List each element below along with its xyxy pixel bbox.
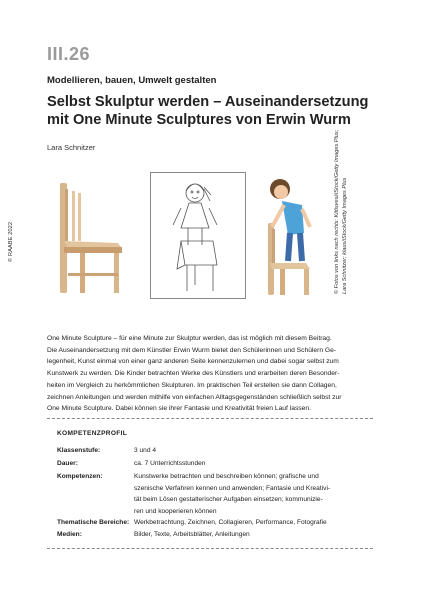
profile-value-line: szenische Verfahren kennen und anwenden; Fantasie und Kreativi- (134, 484, 331, 492)
profile-label-duration: Dauer: (57, 460, 78, 467)
profile-label-grade: Klassenstufe: (57, 447, 101, 454)
intro-paragraph (47, 333, 373, 415)
profile-value-duration (134, 458, 339, 470)
chair-photo (56, 183, 126, 293)
profile-value-topics (134, 517, 339, 529)
intro-line: Die Auseinandersetzung mit dem Künstler Erwin Wurm bietet den Schülerinnen und Schülern Ge- (47, 346, 337, 354)
copyright-note: © RAABE 2022 (8, 221, 14, 262)
profile-bottom-divider (47, 548, 373, 549)
photo-credit-line-2: Lara Schnitzer; klaus/iStock/Getty Images Plus (342, 177, 348, 294)
page-title (47, 93, 377, 129)
author-name: Lara Schnitzer (47, 143, 96, 152)
profile-top-divider (47, 418, 373, 419)
intro-line: heiten im Vergleich zu herkömmlichen Skulpturen. Im praktischen Teil erstellen sie dann Collagen, (47, 381, 337, 389)
title-line-1: Selbst Skulptur werden – Auseinandersetzung (47, 94, 369, 110)
profile-value-line: Bilder, Texte, Arbeitsblätter, Anleitungen (134, 531, 250, 538)
profile-label-media: Medien: (57, 531, 82, 538)
girl-on-chair-photo (258, 175, 320, 295)
photo-credit-line-1: © Fotos von links nach rechts: Kittisvesi/iStock/Getty Images Plus; (334, 129, 340, 294)
profile-label-topics: Thematische Bereiche: (57, 519, 130, 526)
profile-value-line: Kunstwerke betrachten und beschreiben können; grafische und (134, 473, 319, 480)
chapter-number: III.26 (47, 44, 91, 64)
profile-value-line: tät beim Lösen gestalterischer Aufgaben einsetzen; kommunizie- (134, 496, 323, 503)
title-line-2: mit One Minute Sculptures von Erwin Wurm (47, 112, 351, 128)
child-drawing (150, 172, 246, 299)
profile-title: KOMPETENZPROFIL (57, 430, 128, 437)
profile-label-competences: Kompetenzen: (57, 473, 103, 480)
profile-value-line: 3 und 4 (134, 447, 156, 454)
profile-value-media (134, 529, 339, 541)
profile-value-line: ren und kooperieren können (134, 507, 217, 515)
intro-line: zeichnen Anleitungen und werden mithilfe von einfachen Alltagsgegenständen schließlich selbst zur (47, 393, 342, 401)
section-subtitle: Modellieren, bauen, Umwelt gestalten (47, 75, 217, 86)
intro-line: Kunstwerk zu werden. Die Kinder betrachten Werke des Künstlers und erarbeiten deren Besonder- (47, 370, 340, 378)
profile-value-competences (134, 471, 339, 517)
photo-credit (333, 130, 349, 294)
profile-value-line: ca. 7 Unterrichtsstunden (134, 460, 206, 467)
intro-line: One Minute Sculpture. Dabei können sie ihrer Fantasie und Kreativität freien Lauf lassen. (47, 405, 311, 413)
intro-line: legenheit, Kunst einmal von einer ganz anderen Seite kennenzulernen und dabei sogar selbst zum (47, 358, 339, 366)
intro-line: One Minute Sculpture – für eine Minute zur Skulptur werden, das ist möglich mit diesem Beitrag. (47, 335, 332, 342)
profile-value-grade (134, 445, 339, 457)
profile-value-line: Werkbetrachtung, Zeichnen, Collagieren, Performance, Fotografie (134, 519, 327, 526)
